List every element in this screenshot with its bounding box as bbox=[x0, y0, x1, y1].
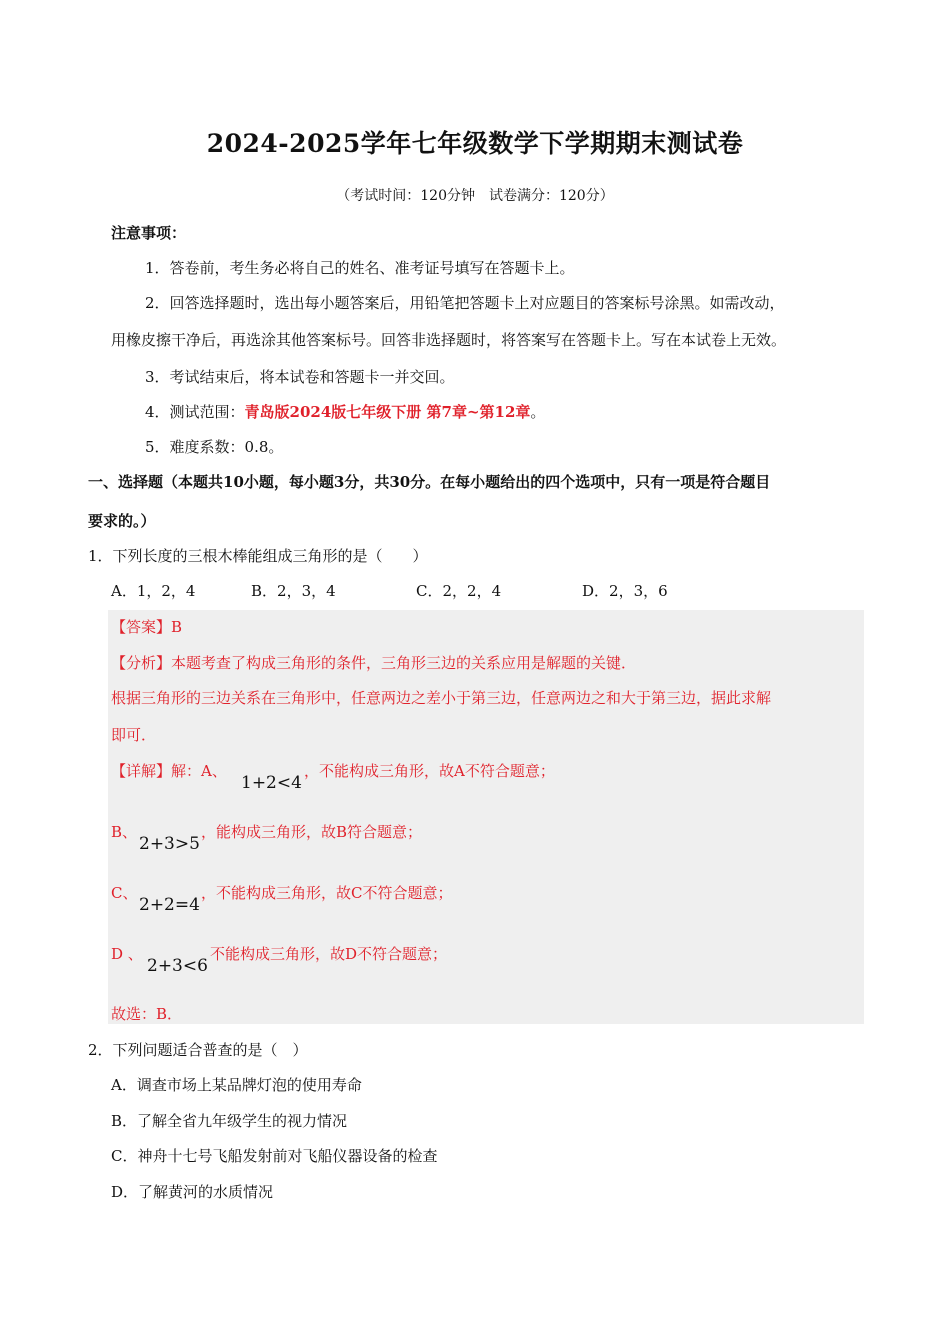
answer-label: 【答案】B bbox=[111, 618, 183, 636]
notice-item-3: 3．考试结束后，将本试卷和答题卡一并交回。 bbox=[145, 368, 455, 386]
detail-d-formula: 2+3<6 bbox=[147, 956, 208, 976]
section-heading-line-1: 一、选择题（本题共10小题，每小题3分，共30分。在每小题给出的四个选项中，只有一项是符合题目 bbox=[88, 473, 771, 491]
detail-b-result: ，能构成三角形，故B符合题意； bbox=[201, 823, 423, 841]
notice-item-5: 5．难度系数：0.8。 bbox=[145, 438, 284, 456]
detail-a-result: ，不能构成三角形，故A不符合题意； bbox=[304, 762, 555, 780]
question-2-option-b: B．了解全省九年级学生的视力情况 bbox=[111, 1112, 348, 1130]
exam-info: （考试时间：120分钟 试卷满分：120分） bbox=[336, 188, 614, 204]
notice-heading: 注意事项： bbox=[111, 224, 187, 242]
notice-item-4-suffix: 。 bbox=[530, 403, 546, 421]
question-1-option-a: A．1，2，4 bbox=[111, 582, 196, 600]
notice-item-2-line-2: 用橡皮擦干净后，再选涂其他答案标号。回答非选择题时，将答案写在答题卡上。写在本试卷上无效。 bbox=[111, 331, 787, 349]
notice-item-4 bbox=[145, 401, 545, 422]
question-1-stem: 1．下列长度的三根木棒能组成三角形的是（ ） bbox=[88, 547, 428, 565]
detail-a-prefix: 解：A、 bbox=[171, 762, 227, 780]
detail-c-formula: 2+2=4 bbox=[139, 895, 200, 915]
question-2-option-c: C．神舟十七号飞船发射前对飞船仪器设备的检查 bbox=[111, 1147, 438, 1165]
detail-a-text bbox=[111, 760, 227, 781]
question-2-stem: 2．下列问题适合普查的是（ ） bbox=[88, 1041, 308, 1059]
question-1-option-d: D．2，3，6 bbox=[582, 582, 668, 600]
conclusion: 故选：B． bbox=[111, 1005, 183, 1023]
detail-b-prefix: B、 bbox=[111, 823, 138, 841]
detail-d-prefix: D 、 bbox=[111, 945, 143, 963]
analysis-line-2: 根据三角形的三边关系在三角形中，任意两边之差小于第三边，任意两边之和大于第三边，据此求解 bbox=[111, 689, 772, 707]
question-1-option-b: B．2，3，4 bbox=[251, 582, 336, 600]
notice-item-2-line-1: 2．回答选择题时，选出每小题答案后，用铅笔把答题卡上对应题目的答案标号涂黑。如需改动， bbox=[145, 294, 785, 312]
section-heading-line-2: 要求的。） bbox=[88, 512, 156, 530]
detail-label: 【详解】 bbox=[111, 762, 172, 780]
analysis-line-3: 即可． bbox=[111, 726, 157, 744]
notice-item-4-prefix: 4．测试范围： bbox=[145, 403, 245, 421]
question-1-option-c: C．2，2，4 bbox=[416, 582, 502, 600]
detail-c-prefix: C、 bbox=[111, 884, 138, 902]
detail-a-formula: 1+2<4 bbox=[241, 773, 302, 793]
question-2-option-a: A．调查市场上某品牌灯泡的使用寿命 bbox=[111, 1076, 362, 1094]
detail-c-result: ，不能构成三角形，故C不符合题意； bbox=[201, 884, 453, 902]
page-title: 2024-2025学年七年级数学下学期期末测试卷 bbox=[206, 129, 744, 158]
detail-b-formula: 2+3>5 bbox=[139, 834, 200, 854]
analysis-label: 【分析】 bbox=[111, 654, 172, 672]
notice-item-1: 1．答卷前，考生务必将自己的姓名、准考证号填写在答题卡上。 bbox=[145, 259, 575, 277]
test-scope: 青岛版2024版七年级下册 第7章~第12章 bbox=[244, 403, 531, 421]
analysis-text: 本题考查了构成三角形的条件，三角形三边的关系应用是解题的关键． bbox=[171, 654, 637, 672]
analysis-line-1 bbox=[111, 652, 636, 673]
detail-d-result: 不能构成三角形，故D不符合题意； bbox=[210, 945, 448, 963]
question-2-option-d: D．了解黄河的水质情况 bbox=[111, 1183, 274, 1201]
